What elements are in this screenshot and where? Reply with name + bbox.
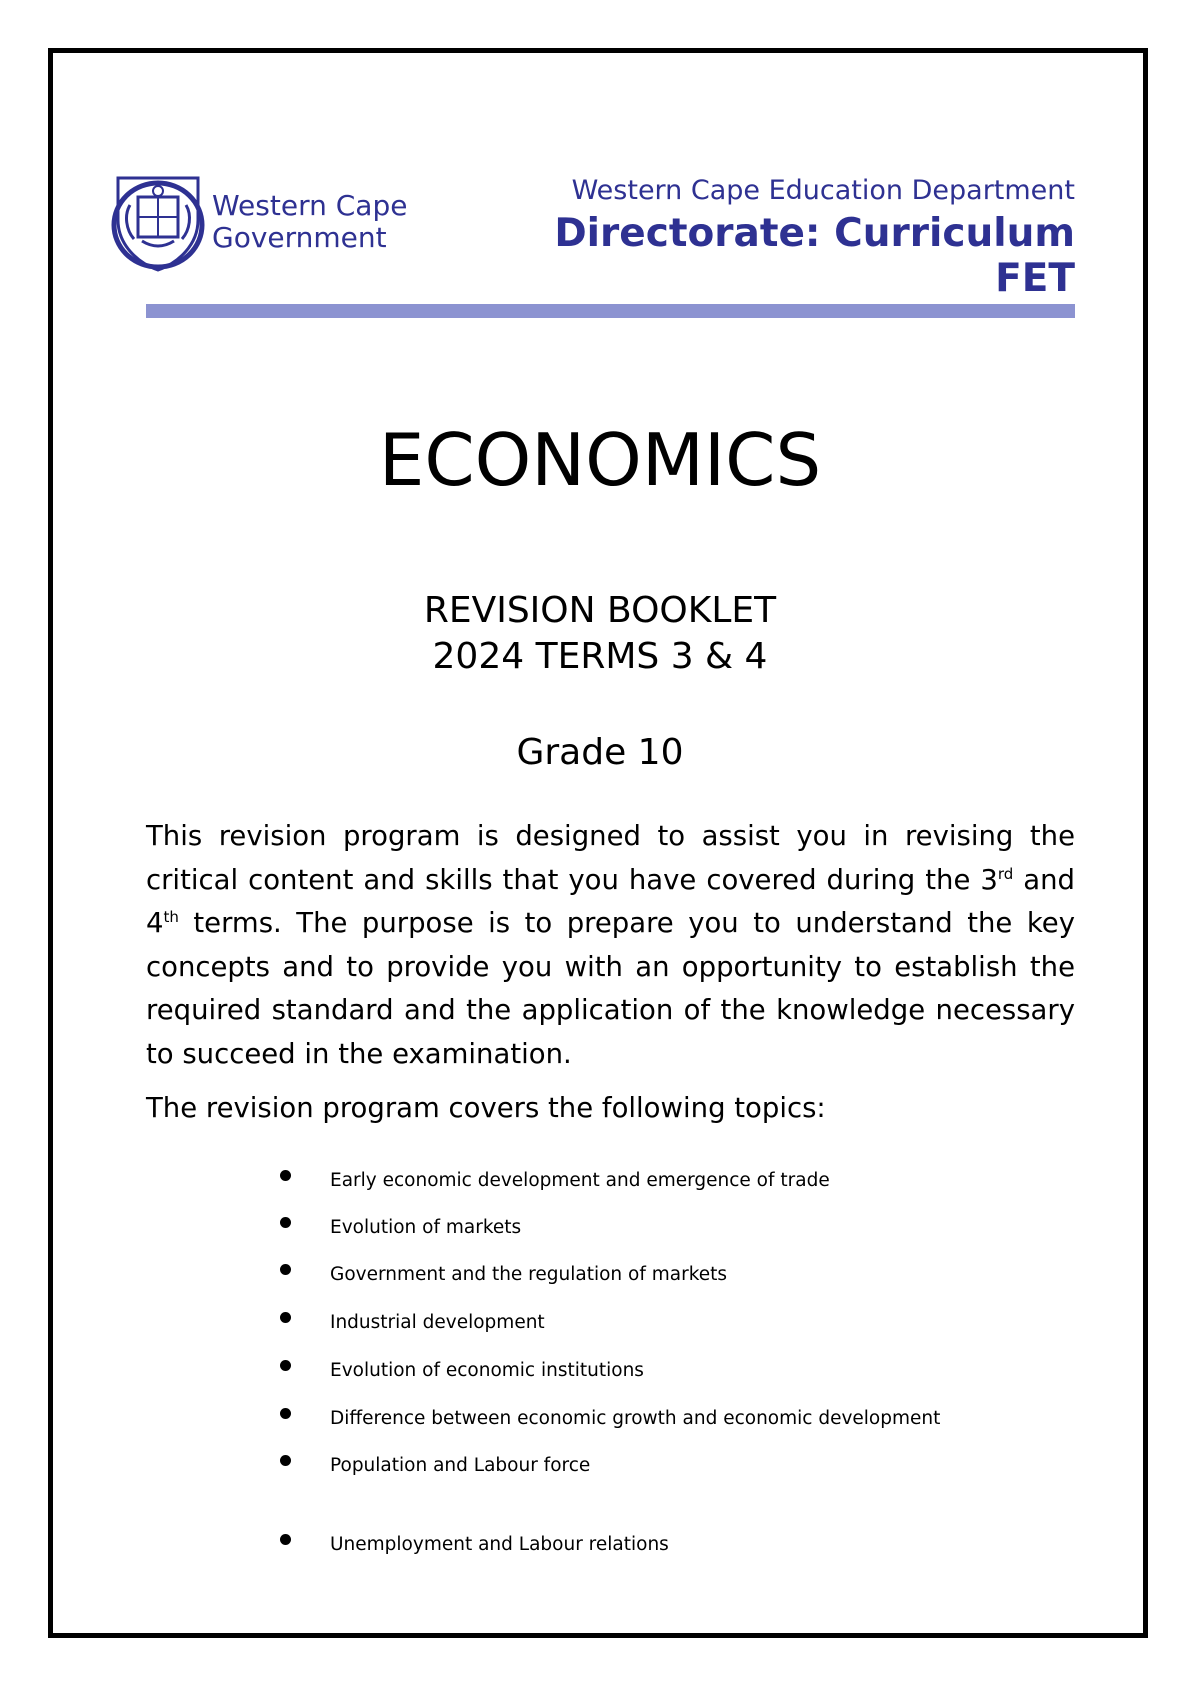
subtitle-line-2: 2024 TERMS 3 & 4 bbox=[432, 636, 768, 677]
western-cape-coat-of-arms-icon bbox=[108, 175, 208, 273]
intro-text-1: This revision program is designed to assist you in revising the critical content and skills that you have covered during the 3 bbox=[146, 820, 1075, 896]
topic-label: Population and Labour force bbox=[330, 1455, 591, 1476]
topics-lead: The revision program covers the following topics: bbox=[146, 1092, 826, 1124]
grade-label: Grade 10 bbox=[516, 732, 684, 773]
list-item bbox=[278, 1531, 1038, 1561]
bullet-icon bbox=[280, 1264, 291, 1275]
topic-label: Evolution of economic institutions bbox=[330, 1360, 644, 1381]
list-item bbox=[278, 1309, 1038, 1339]
header-divider bbox=[146, 304, 1075, 318]
topic-label: Evolution of markets bbox=[330, 1217, 522, 1238]
bullet-icon bbox=[280, 1455, 291, 1466]
list-item bbox=[278, 1214, 1038, 1244]
bullet-icon bbox=[280, 1408, 291, 1419]
intro-sup-th: th bbox=[163, 907, 179, 926]
logo-line-1: Western Cape bbox=[212, 189, 408, 222]
phase-label: FET bbox=[995, 256, 1075, 301]
list-item bbox=[278, 1261, 1038, 1291]
topic-label: Difference between economic growth and economic development bbox=[330, 1408, 941, 1429]
bullet-icon bbox=[280, 1170, 291, 1181]
intro-text-3: terms. The purpose is to prepare you to understand the key concepts and to provide you with an opportunity to establish the required standard and the application of the knowledge necessary to succeed in the examination. bbox=[146, 907, 1075, 1070]
list-item bbox=[278, 1357, 1038, 1387]
list-item bbox=[278, 1167, 1038, 1197]
intro-paragraph bbox=[146, 815, 1075, 1076]
bullet-icon bbox=[280, 1217, 291, 1228]
page-title: ECONOMICS bbox=[378, 418, 822, 502]
department-header bbox=[475, 173, 1075, 301]
bullet-icon bbox=[280, 1360, 291, 1371]
topic-label: Unemployment and Labour relations bbox=[330, 1534, 669, 1555]
bullet-icon bbox=[280, 1312, 291, 1323]
logo-wordmark bbox=[212, 190, 407, 254]
intro-sup-rd: rd bbox=[997, 864, 1014, 883]
list-item bbox=[278, 1405, 1038, 1435]
list-item bbox=[278, 1452, 1038, 1482]
topic-label: Early economic development and emergence of trade bbox=[330, 1170, 830, 1191]
subtitle-line-1: REVISION BOOKLET bbox=[423, 590, 777, 631]
logo-line-2: Government bbox=[212, 221, 387, 254]
department-name: Western Cape Education Department bbox=[571, 175, 1075, 206]
topic-label: Government and the regulation of markets bbox=[330, 1264, 728, 1285]
topic-label: Industrial development bbox=[330, 1312, 545, 1333]
directorate-title: Directorate: Curriculum bbox=[554, 211, 1075, 256]
booklet-subtitle bbox=[0, 588, 1200, 680]
intro-text-2: and 4 bbox=[146, 863, 1075, 939]
bullet-icon bbox=[280, 1534, 291, 1545]
